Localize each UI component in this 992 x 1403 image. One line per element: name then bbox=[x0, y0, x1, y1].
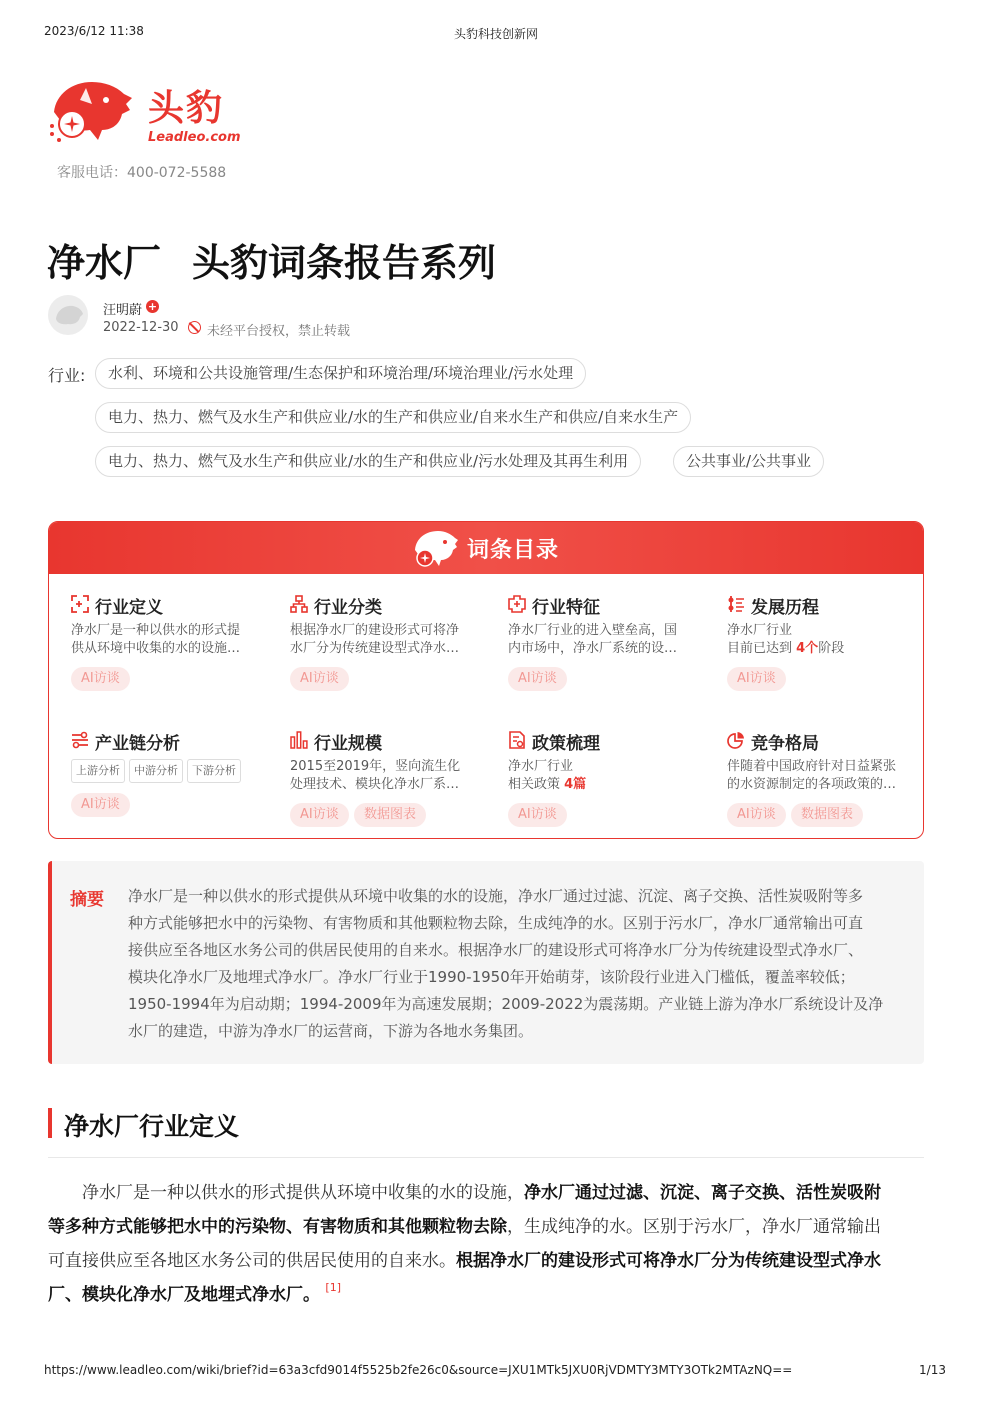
features-icon bbox=[508, 595, 526, 613]
toc-item-title[interactable]: 行业规模 bbox=[314, 734, 382, 754]
chain-icon bbox=[71, 731, 89, 749]
print-date: 2023/6/12 11:38 bbox=[44, 24, 144, 38]
industry-tag[interactable]: 电力、热力、燃气及水生产和供应业/水的生产和供应业/自来水生产和供应/自来水生产 bbox=[95, 402, 691, 433]
policy-icon bbox=[508, 731, 526, 749]
toc-item-desc: 净水厂行业的进入壁垒高，国 内市场中，净水厂系统的设… bbox=[508, 623, 678, 656]
ai-interview-button[interactable]: AI访谈 bbox=[71, 793, 130, 817]
toc-item-desc: 净水厂行业 相关政策 4篇 bbox=[508, 759, 587, 792]
print-page-title: 头豹科技创新网 bbox=[453, 27, 538, 41]
upstream-analysis-chip[interactable]: 上游分析 bbox=[71, 759, 125, 783]
avatar-leopard-icon bbox=[48, 295, 88, 335]
brand-name[interactable]: 头豹 bbox=[148, 88, 225, 129]
industry-tag[interactable]: 电力、热力、燃气及水生产和供应业/水的生产和供应业/污水处理及其再生利用 bbox=[95, 446, 641, 477]
definition-icon bbox=[71, 595, 89, 613]
section-divider bbox=[48, 1157, 924, 1158]
toc-item-title[interactable]: 产业链分析 bbox=[95, 734, 180, 754]
abstract-label: 摘要 bbox=[70, 890, 104, 910]
ai-interview-button[interactable]: AI访谈 bbox=[508, 803, 567, 827]
author-add-icon[interactable]: + bbox=[147, 300, 158, 313]
service-phone: 客服电话：400-072-5588 bbox=[57, 165, 227, 181]
section-title: 净水厂行业定义 bbox=[64, 1112, 240, 1141]
toc-item-title[interactable]: 行业分类 bbox=[314, 598, 382, 618]
history-icon bbox=[727, 595, 745, 613]
data-chart-button[interactable]: 数据图表 bbox=[791, 803, 863, 827]
classification-icon bbox=[290, 595, 308, 613]
downstream-analysis-chip[interactable]: 下游分析 bbox=[187, 759, 241, 783]
ai-interview-button[interactable]: AI访谈 bbox=[290, 803, 349, 827]
section-accent-bar bbox=[48, 1108, 52, 1138]
leopard-logo-icon bbox=[411, 526, 459, 572]
toc-item-title[interactable]: 行业特征 bbox=[532, 598, 600, 618]
toc-item-desc: 伴随着中国政府针对日益紧张 的水资源制定的各项政策的… bbox=[727, 759, 897, 792]
author-name[interactable]: 汪明蔚 bbox=[103, 303, 143, 318]
ai-interview-button[interactable]: AI访谈 bbox=[727, 667, 786, 691]
toc-item-title[interactable]: 发展历程 bbox=[751, 598, 819, 618]
toc-item-title[interactable]: 政策梳理 bbox=[532, 734, 600, 754]
leopard-logo-icon[interactable] bbox=[46, 74, 134, 144]
brand-domain[interactable]: Leadleo.com bbox=[148, 130, 241, 145]
print-page-number: 1/13 bbox=[919, 1363, 946, 1377]
reference-link[interactable]: [1] bbox=[325, 1281, 341, 1294]
page-series-title: 头豹词条报告系列 bbox=[192, 241, 497, 285]
copyright-notice: 未经平台授权，禁止转载 bbox=[207, 324, 351, 339]
toc-item-desc: 根据净水厂的建设形式可将净 水厂分为传统建设型式净水… bbox=[290, 623, 460, 656]
no-copy-icon bbox=[188, 321, 201, 334]
abstract-box bbox=[48, 861, 924, 1064]
toc-item-title[interactable]: 行业定义 bbox=[95, 598, 163, 618]
definition-paragraph: 净水厂是一种以供水的形式提供从环境中收集的水的设施，净水厂通过过滤、沉淀、离子交换、活性炭吸附 等多种方式能够把水中的污染物、有害物质和其他颗粒物去除，生成纯净的水。区别于污水厂，净水厂通常输出 可直接供应至各地区水务公司的供居民使用的自来水。根据净水厂的建设形式可将净水厂分为传统建设型式净水 厂、模块化净水厂及地埋式净水厂。 [1] bbox=[48, 1183, 881, 1305]
toc-card bbox=[48, 521, 924, 839]
toc-item-desc: 净水厂行业 目前已达到 4个阶段 bbox=[727, 623, 845, 656]
scale-icon bbox=[290, 731, 308, 749]
toc-item-desc: 2015至2019年，竖向流生化 处理技术、模块化净水厂系… bbox=[290, 759, 461, 792]
ai-interview-button[interactable]: AI访谈 bbox=[71, 667, 130, 691]
toc-title: 词条目录 bbox=[467, 538, 560, 563]
avatar[interactable] bbox=[48, 295, 88, 335]
ai-interview-button[interactable]: AI访谈 bbox=[508, 667, 567, 691]
abstract-text: 净水厂是一种以供水的形式提供从环境中收集的水的设施，净水厂通过过滤、沉淀、离子交换、活性炭吸附等多 种方式能够把水中的污染物、有害物质和其他颗粒物去除，生成纯净的水。区别于污水厂，净水厂通常输出可直 接供应至各地区水务公司的供居民使用的自来水。根据净水厂的建设形式可将净水厂分为传统建设型式净水厂、 模块化净水厂及地埋式净水厂。净水厂行业于1990-1950年开始萌芽，该阶段行业进入门槛低，覆盖率较低； 1950-1994年为启动期；1994-2009年为高速发展期；2009-2022为震荡期。产业链上游为净水厂系统设计及净 水厂的建造，中游为净水厂的运营商，下游为各地水务集团。 bbox=[128, 887, 884, 1040]
industry-tag[interactable]: 水利、环境和公共设施管理/生态保护和环境治理/环境治理业/污水处理 bbox=[95, 358, 586, 389]
toc-item-title[interactable]: 竞争格局 bbox=[751, 734, 819, 754]
data-chart-button[interactable]: 数据图表 bbox=[354, 803, 426, 827]
ai-interview-button[interactable]: AI访谈 bbox=[290, 667, 349, 691]
toc-header bbox=[49, 522, 923, 574]
publish-date: 2022-12-30 bbox=[103, 320, 179, 335]
print-url: https://www.leadleo.com/wiki/brief?id=63a3cfd9014f5525b2fe26c0&source=JXU1MTk5JXU0RjVDMTY3MTY3OTk2MTAzNQ== bbox=[44, 1363, 793, 1377]
toc-item-desc: 净水厂是一种以供水的形式提 供从环境中收集的水的设施… bbox=[71, 623, 241, 656]
competition-icon bbox=[727, 731, 745, 749]
midstream-analysis-chip[interactable]: 中游分析 bbox=[129, 759, 183, 783]
industry-label: 行业: bbox=[48, 366, 86, 385]
ai-interview-button[interactable]: AI访谈 bbox=[727, 803, 786, 827]
page-title: 净水厂 bbox=[47, 241, 162, 285]
industry-tag[interactable]: 公共事业/公共事业 bbox=[673, 446, 824, 477]
